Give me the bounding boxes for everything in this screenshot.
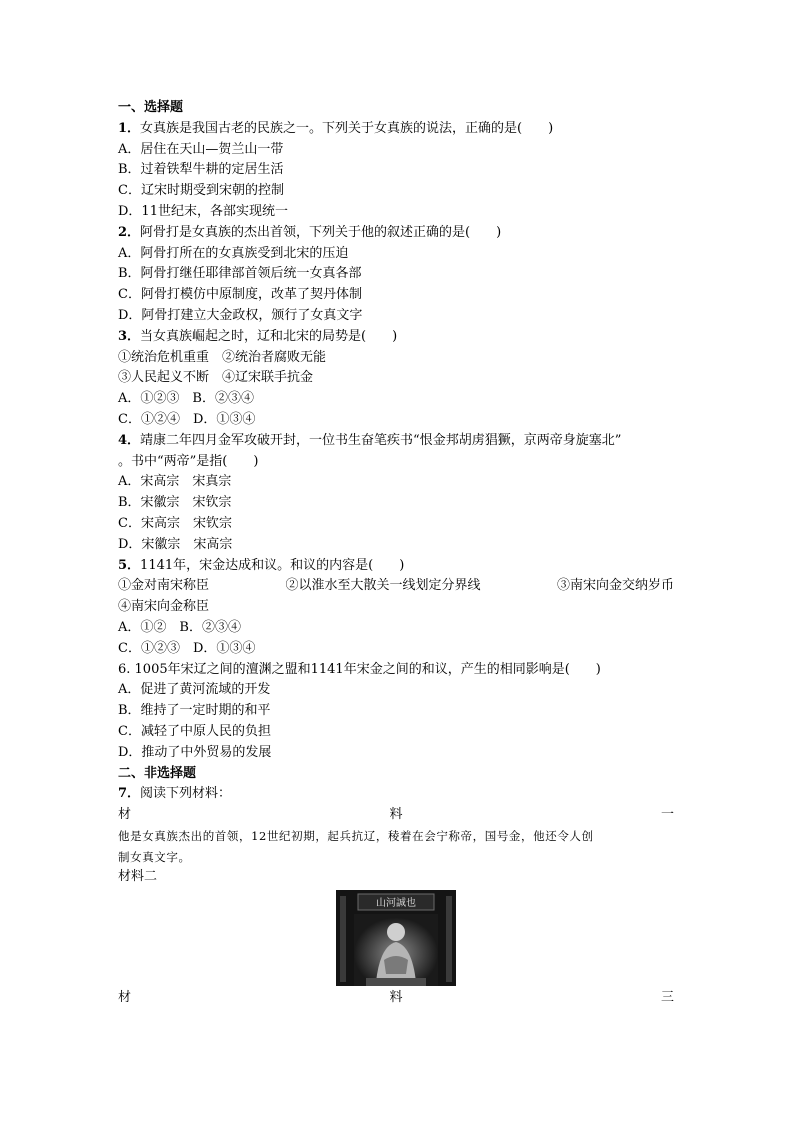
question-number: 5． — [118, 557, 141, 573]
material-1-heading — [118, 805, 674, 826]
material-1-text-continued: 制女真文字。 — [118, 849, 191, 864]
question-number: 1． — [118, 120, 141, 136]
question-number: 7． — [118, 786, 141, 802]
option-ab: A．①② B．②③④ — [118, 619, 241, 635]
question-4-stem-continued: 。书中“两帝”是指( ) — [118, 453, 259, 469]
section-heading-choice: 一、选择题 — [118, 100, 184, 115]
option-b: B．过着铁犁牛耕的定居生活 — [118, 162, 284, 178]
option-a: A．阿骨打所在的女真族受到北宋的压迫 — [118, 245, 349, 261]
option-cd: C．①②④ D．①③④ — [118, 411, 256, 427]
option-d: D．11世纪末，各部实现统一 — [118, 203, 288, 219]
material-2-photo-wrapper — [118, 888, 674, 988]
material-1-text: 他是女真族杰出的首领，12世纪初期，起兵抗辽，稜着在会宁称帝，国号金，他还令人创 — [118, 828, 594, 843]
option-a: A．促进了黄河流域的开发 — [118, 682, 271, 698]
heading-char: 材 — [118, 990, 132, 1006]
statement-items — [118, 576, 674, 597]
option-c: C．减轻了中原人民的负担 — [118, 723, 271, 739]
option-a: A．宋高宗 宋真宗 — [118, 474, 232, 490]
question-text: 1141年，宋金达成和议。和议的内容是( ) — [140, 557, 405, 573]
question-6-stem: 6. 1005年宋辽之间的澶渊之盟和1141年宋金之间的和议，产生的相同影响是( ) — [118, 661, 601, 677]
question-number: 4． — [118, 432, 141, 448]
question-4-stem — [118, 431, 674, 452]
heading-char: 三 — [660, 990, 674, 1006]
material-3-heading — [118, 988, 674, 1009]
option-ab: A．①②③ B．②③④ — [118, 391, 254, 407]
question-text: 靖康二年四月金军攻破开封，一位书生奋笔疾书“恨金邦胡虏猖獗，京两帝身旋塞北” — [140, 432, 622, 448]
option-d: D．阿骨打建立大金政权，颁行了女真文字 — [118, 307, 363, 323]
option-c: C．宋高宗 宋钦宗 — [118, 515, 232, 531]
option-b: B．阿骨打继任耶律部首领后统一女真各部 — [118, 266, 362, 282]
option-c: C．辽宋时期受到宋朝的控制 — [118, 183, 284, 199]
statement-item-3: ③南宋向金交纳岁币 — [556, 578, 674, 594]
statement-item-1: ①金对南宋称臣 — [118, 578, 210, 594]
heading-char: 料 — [389, 807, 403, 823]
section-heading-non-choice: 二、非选择题 — [118, 765, 197, 781]
heading-char: 料 — [389, 990, 403, 1006]
option-b: B．维持了一定时期的和平 — [118, 703, 271, 719]
statement-items: ③人民起义不断 ④辽宋联手抗金 — [118, 370, 314, 386]
option-a: A．居住在天山—贺兰山一带 — [118, 141, 284, 157]
question-number: 3． — [118, 328, 141, 344]
question-number: 2． — [118, 224, 141, 240]
plaque-inscription: 山河誠也 — [376, 898, 416, 910]
option-cd: C．①②③ D．①③④ — [118, 640, 256, 656]
question-5-stem — [118, 556, 674, 577]
question-1-stem — [118, 119, 674, 140]
option-b: B．宋徽宗 宋钦宗 — [118, 495, 232, 511]
material-2-label: 材料二 — [118, 869, 158, 885]
question-text: 当女真族崛起之时，辽和北宋的局势是( ) — [140, 328, 398, 344]
question-text: 阿骨打是女真族的杰出首领，下列关于他的叙述正确的是( ) — [140, 224, 502, 240]
question-text: 阅读下列材料： — [140, 786, 232, 802]
option-c: C．阿骨打模仿中原制度，改革了契丹体制 — [118, 287, 362, 303]
option-d: D．推动了中外贸易的发展 — [118, 744, 272, 760]
heading-char: 一 — [660, 807, 674, 823]
question-text: 女真族是我国古老的民族之一。下列关于女真族的说法，正确的是( ) — [140, 120, 554, 136]
worksheet — [118, 98, 674, 1009]
heading-char: 材 — [118, 807, 132, 823]
statement-item-2: ②以淮水至大散关一线划定分界线 — [285, 578, 481, 594]
temple-statue-photo — [336, 890, 456, 986]
question-3-stem — [118, 327, 674, 348]
option-d: D．宋徽宗 宋高宗 — [118, 536, 233, 552]
statement-items: ①统治危机重重 ②统治者腐败无能 — [118, 349, 327, 365]
question-7-stem — [118, 784, 674, 805]
question-2-stem — [118, 223, 674, 244]
statement-item-4: ④南宋向金称臣 — [118, 599, 210, 615]
